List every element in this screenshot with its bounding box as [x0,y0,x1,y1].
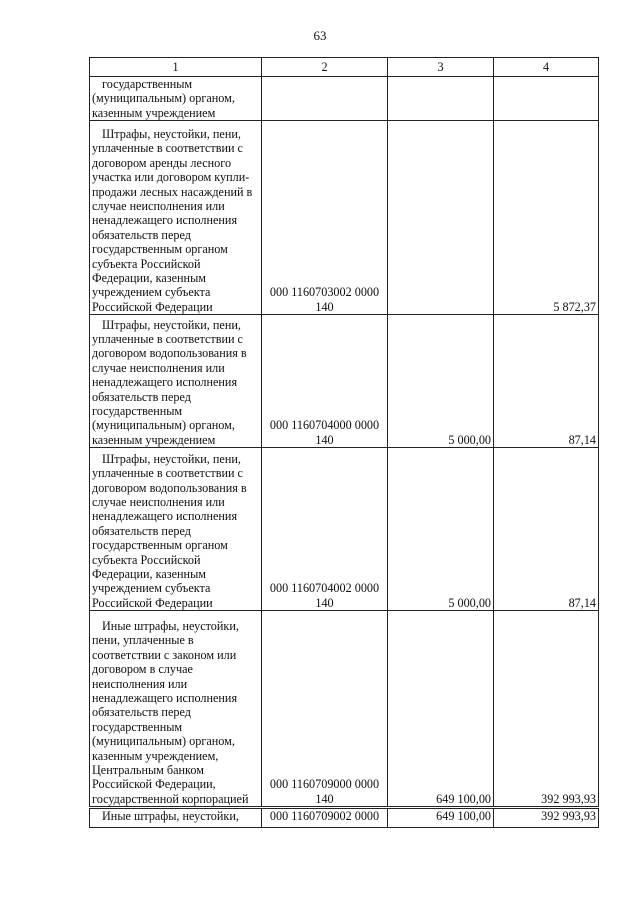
table-row [90,448,599,611]
row-description-first-line: Штрафы, неустойки, пени, [102,451,241,466]
row-description-first-line: Штрафы, неустойки, пени, [102,317,241,332]
table-row [90,611,599,808]
row-code: 000 1160709002 0000 [262,808,388,828]
column-header: 1 [90,58,262,77]
column-header: 4 [494,58,599,77]
row-description-first-line [92,77,102,91]
row-value-col3: 649 100,00 [388,808,494,828]
row-description [90,77,262,121]
table-row [90,121,599,315]
row-value-col3: 5 000,00 [388,448,494,611]
table-row [90,808,599,828]
row-value-col3: 5 000,00 [388,315,494,448]
row-value-col3: 649 100,00 [388,611,494,808]
row-value-col4: 87,14 [494,448,599,611]
row-value-col3 [388,121,494,315]
table-row [90,77,599,121]
row-description-text: государственным (муниципальным) органом, казенным учреждением [92,77,235,120]
table-row [90,315,599,448]
page-number: 63 [313,28,327,43]
row-description-text: пени, уплаченные в соответствии с законом или договором в случае неисполнения или ненадлежащего исполнения обязательств перед государственным (муниципальным) органом, казенным учреждением, Центральным банком Российской Федерации, государственной корпорацией [92,633,249,806]
row-value-col4: 392 993,93 [494,808,599,828]
row-code: 000 1160704002 0000 140 [262,448,388,611]
row-description [90,448,262,611]
row-value-col4: 5 872,37 [494,121,599,315]
row-value-col3 [388,77,494,121]
row-description-text: уплаченные в соответствии с договором водопользования в случае неисполнения или ненадлежащего исполнения обязательств перед государственным (муниципальным) органом, казенным учреждением [92,331,247,447]
row-description [90,808,262,828]
row-description-text: уплаченные в соответствии с договором аренды лесного участка или договором купли-продажи лесных насаждений в случае неисполнения или ненадлежащего исполнения обязательств перед государственным органом субъекта Российской Федерации, казенным учреждением субъекта Российской Федерации [92,141,253,314]
row-description [90,121,262,315]
row-description-first-line: Иные штрафы, неустойки, [102,618,239,633]
row-code: 000 1160703002 0000 140 [262,121,388,315]
budget-table [89,57,599,828]
row-code: 000 1160704000 0000 140 [262,315,388,448]
row-code [262,77,388,121]
row-description-first-line: Иные штрафы, неустойки, [102,809,239,824]
column-header: 2 [262,58,388,77]
row-description-first-line: Штрафы, неустойки, пени, [102,126,241,141]
column-header: 3 [388,58,494,77]
row-description [90,611,262,808]
row-value-col4 [494,77,599,121]
row-code: 000 1160709000 0000 140 [262,611,388,808]
row-description [90,315,262,448]
row-value-col4: 392 993,93 [494,611,599,808]
table-header-row [90,58,599,77]
row-value-col4: 87,14 [494,315,599,448]
row-description-text: уплаченные в соответствии с договором водопользования в случае неисполнения или ненадлежащего исполнения обязательств перед государственным органом субъекта Российской Федерации, казенным учреждением субъекта Российской Федерации [92,466,247,610]
